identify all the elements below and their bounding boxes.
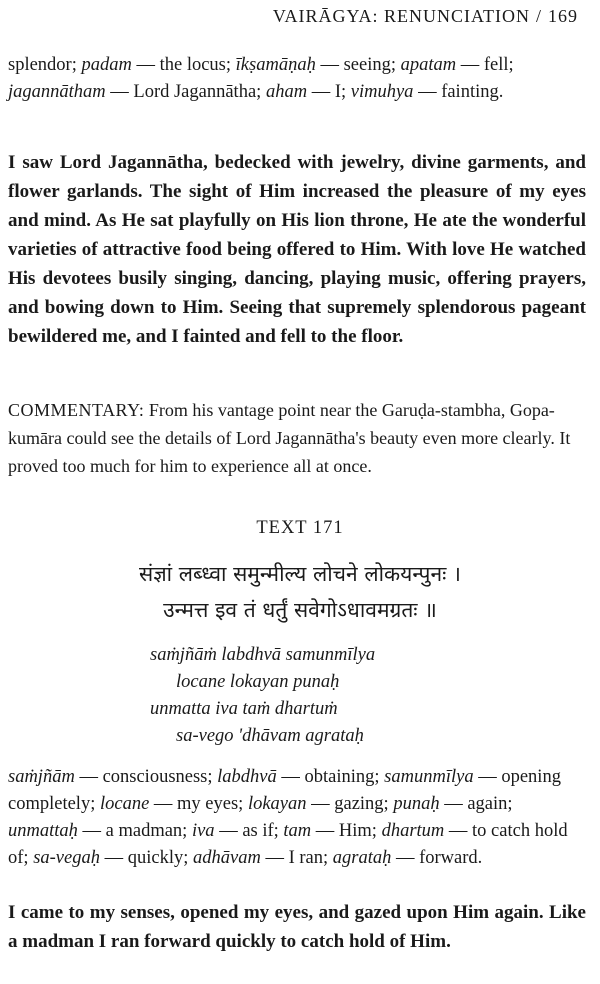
synonym-gloss: — the locus;: [131, 55, 236, 75]
synonym-term: sa-vegaḥ: [33, 848, 100, 868]
synonym-term: lokayan: [247, 794, 307, 814]
synonym-gloss: — fainting.: [413, 82, 504, 102]
synonym-gloss: — opening completely;: [8, 767, 561, 814]
translation-text-171: I came to my senses, opened my eyes, and gazed upon Him again. Like a madman I ran forward quickly to catch hold of Him.: [8, 902, 586, 952]
synonyms-text-171: [8, 764, 586, 872]
synonym-gloss: — Lord Jagannātha;: [105, 82, 266, 102]
synonym-gloss: — Him;: [311, 821, 382, 841]
translation-text-170: I saw Lord Jagannātha, bedecked with jewelry, divine garments, and flower garlands. The sight of Him increased the pleasure of my eyes and mind. As He sat playfully on His lion throne, He ate the wonderful varieties of attractive food being offered to Him. With love He watched His devotees busily singing, dancing, playing music, offering prayers, and bowing down to Him. Seeing that supremely splendorous pageant bewildered me, and I fainted and fell to the floor.: [8, 152, 586, 347]
synonym-gloss: — again;: [439, 794, 513, 814]
transliteration-line: sa-vego 'dhāvam agrataḥ: [176, 726, 364, 746]
transliteration-line: unmatta iva taṁ dhartuṁ: [150, 699, 338, 719]
synonym-term: agrataḥ: [332, 848, 392, 868]
synonym-term: tam: [283, 821, 312, 841]
commentary-text: From his vantage point near the Garuḍa-stambha, Gopa-kumāra could see the details of Lord Jagannātha's beauty even more clearly. It proved too much for him to experience all at once.: [8, 400, 571, 476]
commentary-label: COMMENTARY:: [8, 400, 145, 420]
synonym-gloss: — my eyes;: [149, 794, 248, 814]
running-title: VAIRĀGYA: RENUNCIATION: [272, 6, 530, 26]
synonym-term: padam: [81, 55, 132, 75]
synonym-term: iva: [191, 821, 215, 841]
synonym-gloss: — to catch hold of;: [8, 821, 568, 868]
synonym-term: apatam: [400, 55, 457, 75]
text-heading: TEXT 171: [256, 518, 344, 538]
transliteration: [150, 642, 550, 750]
synonym-gloss: — I ran;: [260, 848, 333, 868]
synonym-term: dhartum: [381, 821, 445, 841]
header-separator: /: [535, 6, 542, 26]
devanagari-line: उन्मत्त इव तं धर्तुं सवेगोऽधावमग्रतः ॥: [163, 598, 437, 622]
synonym-term: locane: [99, 794, 150, 814]
synonym-gloss: splendor;: [8, 55, 82, 75]
synonym-term: labdhvā: [217, 767, 277, 787]
synonym-gloss: — seeing;: [315, 55, 401, 75]
synonym-gloss: — consciousness;: [74, 767, 218, 787]
synonym-term: punaḥ: [393, 794, 440, 814]
synonym-gloss: — fell;: [456, 55, 514, 75]
synonym-term: vimuhya: [350, 82, 414, 102]
synonym-gloss: — gazing;: [306, 794, 394, 814]
synonym-term: unmattaḥ: [8, 821, 78, 841]
synonym-gloss: — a madman;: [77, 821, 192, 841]
synonym-term: aham: [265, 82, 308, 102]
synonym-gloss: — I;: [307, 82, 351, 102]
synonyms-previous-verse: [8, 52, 586, 106]
devanagari-line: संज्ञां लब्ध्वा समुन्मील्य लोचने लोकयन्पुनः ।: [139, 562, 461, 586]
running-header: [273, 6, 578, 27]
synonym-term: īkṣamāṇaḥ: [235, 55, 316, 75]
synonym-term: adhāvam: [193, 848, 261, 868]
synonym-gloss: — quickly;: [99, 848, 193, 868]
synonym-term: jagannātham: [8, 82, 106, 102]
transliteration-line: locane lokayan punaḥ: [176, 672, 340, 692]
commentary: [8, 396, 586, 480]
synonym-gloss: — obtaining;: [276, 767, 385, 787]
synonym-term: saṁjñām: [8, 767, 75, 787]
synonym-gloss: — forward.: [391, 848, 483, 868]
synonym-gloss: — as if;: [214, 821, 284, 841]
transliteration-line: saṁjñāṁ labdhvā samunmīlya: [150, 645, 376, 665]
page-number: 169: [548, 6, 578, 26]
devanagari-verse: [0, 556, 600, 628]
synonym-term: samunmīlya: [384, 767, 474, 787]
